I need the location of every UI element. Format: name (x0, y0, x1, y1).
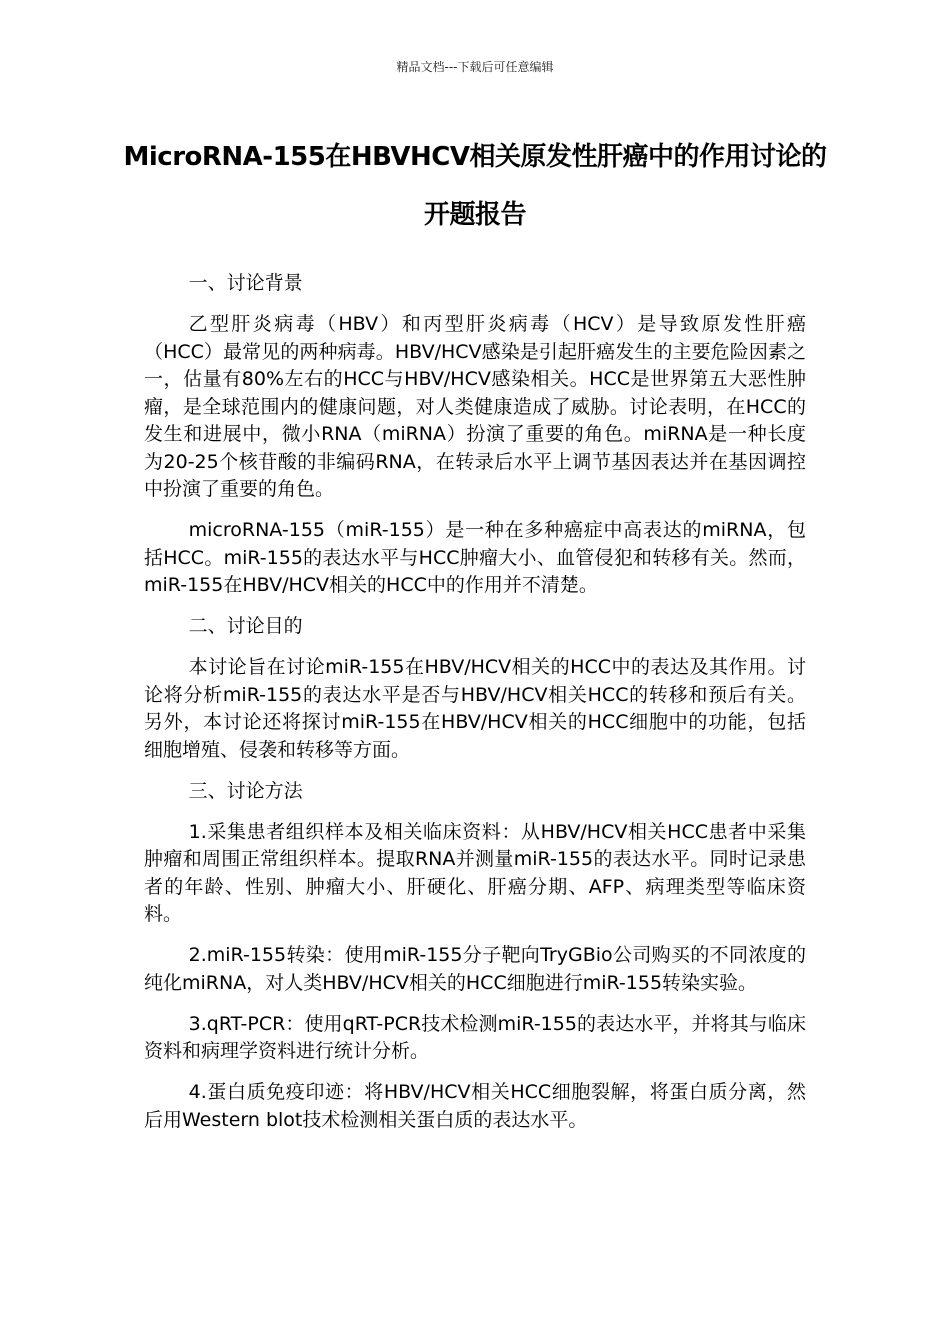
paragraph: 4.蛋白质免疫印迹：将HBV/HCV相关HCC细胞裂解，将蛋白质分离，然后用Western blot技术检测相关蛋白质的表达水平。 (144, 1081, 806, 1131)
document-body (144, 270, 806, 1148)
paragraph: 2.miR-155转染：使用miR-155分子靶向TryGBio公司购买的不同浓度的纯化miRNA，对人类HBV/HCV相关的HCC细胞进行miR-155转染实验。 (144, 944, 806, 994)
paragraph: 3.qRT-PCR：使用qRT-PCR技术检测miR-155的表达水平，并将其与临床资料和病理学资料进行统计分析。 (144, 1012, 806, 1062)
paragraph: 本讨论旨在讨论miR-155在HBV/HCV相关的HCC中的表达及其作用。讨论将分析miR-155的表达水平是否与HBV/HCV相关HCC的转移和预后有关。另外，本讨论还将探讨miR-155在HBV/HCV相关的HCC细胞中的功能，包括细胞增殖、侵袭和转移等方面。 (144, 656, 806, 761)
document-title: MicroRNA-155在HBVHCV相关原发性肝癌中的作用讨论的开题报告 (123, 142, 827, 230)
section-heading-methods: 三、讨论方法 (188, 779, 303, 802)
paragraph: 1.采集患者组织样本及相关临床资料：从HBV/HCV相关HCC患者中采集肿瘤和周围正常组织样本。提取RNA并测量miR-155的表达水平。同时记录患者的年龄、性别、肿瘤大小、肝硬化、肝癌分期、AFP、病理类型等临床资料。 (144, 820, 806, 925)
header-note: 精品文档---下载后可任意编辑 (396, 60, 554, 74)
paragraph: 乙型肝炎病毒（HBV）和丙型肝炎病毒（HCV）是导致原发性肝癌（HCC）最常见的两种病毒。HBV/HCV感染是引起肝癌发生的主要危险因素之一，估量有80%左右的HCC与HBV/HCV感染相关。HCC是世界第五大恶性肿瘤，是全球范围内的健康问题，对人类健康造成了威胁。讨论表明，在HCC的发生和进展中，微小RNA（miRNA）扮演了重要的角色。miRNA是一种长度为20-25个核苷酸的非编码RNA，在转录后水平上调节基因表达并在基因调控中扮演了重要的角色。 (144, 313, 806, 500)
section-heading-purpose: 二、讨论目的 (188, 615, 303, 637)
section-heading-background: 一、讨论背景 (188, 272, 303, 294)
paragraph: microRNA-155（miR-155）是一种在多种癌症中高表达的miRNA，包括HCC。miR-155的表达水平与HCC肿瘤大小、血管侵犯和转移有关。然而，miR-155在HBV/HCV相关的HCC中的作用并不清楚。 (144, 519, 806, 596)
